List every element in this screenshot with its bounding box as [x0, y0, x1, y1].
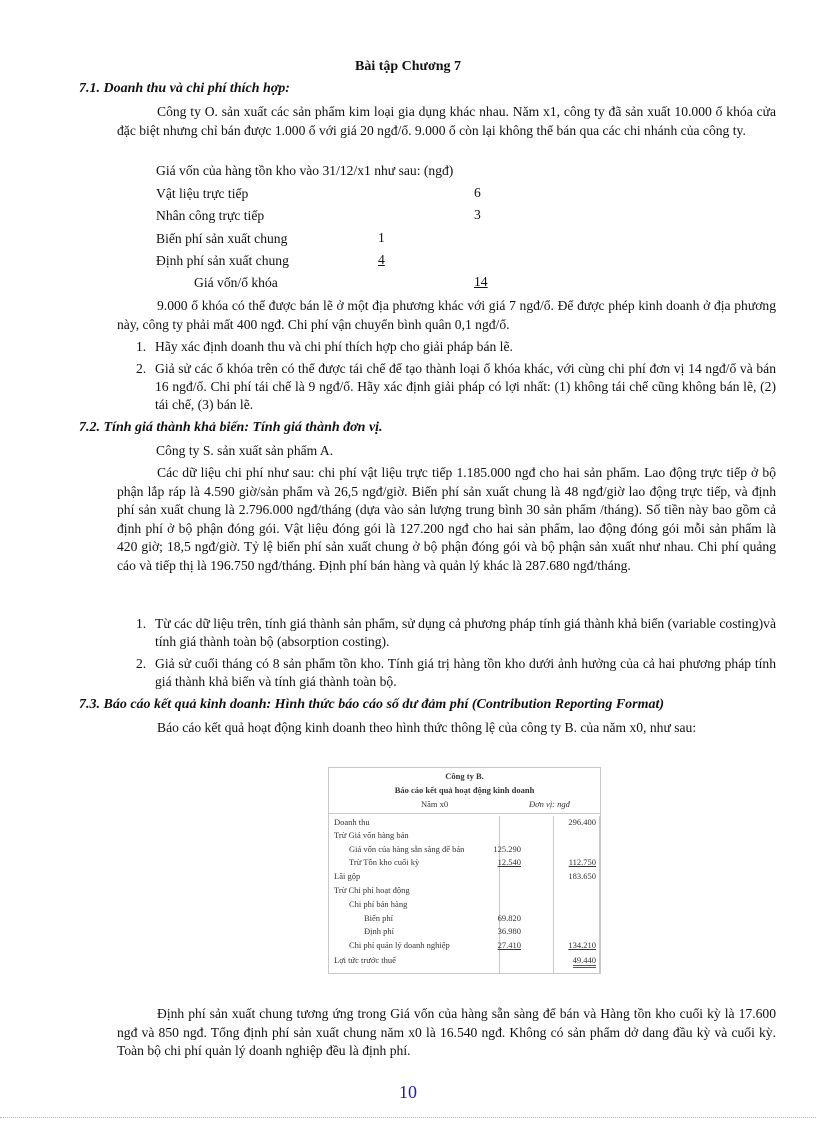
table-row: Doanh thu 296.400 — [334, 817, 596, 827]
report-year: Năm x0 — [421, 799, 449, 809]
table-row: Trừ Chi phí hoạt động — [334, 885, 410, 895]
section-7-1-heading: 7.1. Doanh thu và chi phí thích hợp: — [79, 81, 290, 96]
income-statement-table — [328, 767, 601, 974]
section-7-2-questions — [133, 615, 776, 695]
list-item: 2. Giả sử các ổ khóa trên có thể được tái chế để tạo thành loại ổ khóa khác, với cùng chi phí đơn vị 14 ngđ/ổ và bán 16 ngđ/ổ. Chi phí tái chế là 9 ngđ/ổ. Hãy xác định giải pháp có lợi nhất: (1) không tái chế cũng không bán lẽ, (2) tái chế, (3) bán lẽ. — [136, 361, 776, 412]
cost-label-fixed-overhead: Định phí sản xuất chung — [156, 253, 289, 268]
cost-intro: Giá vốn của hàng tồn kho vào 31/12/x1 như sau: (ngđ) — [156, 163, 454, 178]
table-row: Định phí 36.980 — [364, 926, 521, 936]
list-item: 1. Từ các dữ liệu trên, tính giá thành sản phẩm, sử dụng cả phương pháp tính giá thành khả biến (variable costing)và tính giá thành toàn bộ (absorption costing). — [136, 616, 776, 649]
list-item: 2. Giả sử cuối tháng có 8 sản phẩm tồn kho. Tính giá trị hàng tồn kho dưới ảnh hưởng của cả hai phương pháp tính giá thành khả biến và tính giá thành toàn bộ. — [136, 656, 776, 689]
cost-label-direct-labor: Nhân công trực tiếp — [156, 208, 265, 223]
cost-value-direct-labor: 3 — [474, 207, 481, 222]
page-title: Bài tập Chương 7 — [354, 59, 461, 74]
section-7-3-heading: 7.3. Báo cáo kết quả kinh doanh: Hình thức báo cáo số dư đảm phí (Contribution Reporting Format) — [79, 697, 665, 712]
table-row: Giá vốn của hàng sẵn sàng để bán 125.290 — [349, 844, 521, 854]
table-row: Trừ Tồn kho cuối kỳ 12.540 112.750 — [349, 857, 596, 867]
table-row: Chi phí quản lý doanh nghiệp 27.410 134.210 — [349, 940, 596, 950]
section-7-3-intro: Báo cáo kết quả hoạt động kinh doanh theo hình thức thông lệ của công ty B. của năm x0, như sau: — [157, 720, 697, 735]
report-company: Công ty B. — [445, 771, 484, 781]
cost-value-direct-material: 6 — [474, 185, 481, 200]
table-row: Biến phí 69.820 — [364, 913, 521, 923]
report-unit: Đơn vị: ngđ — [529, 799, 570, 809]
unit-cost-value: 14 — [474, 274, 488, 289]
section-7-2-cost-data: Các dữ liệu chi phí như sau: chi phí vật liệu trực tiếp 1.185.000 ngđ cho hai sản phẩm. Lao động trực tiếp ở bộ phận lắp ráp là 4.590 giờ/sản phẩm và 26,5 ngđ/giờ. Biến phí sản xuất chung là 48 ngđ/giờ lao động trực tiếp, và định phí sản xuất chung là 2.796.000 ngđ/tháng (dựa vào sản lượng trung bình 30 sản phẩm /tháng). Số tiền này bao gồm cả định phí ở bộ phận đóng gói. Vật liệu đóng gói là 127.200 ngđ cho hai sản phẩm, lao động đóng gói mỗi sản phẩm là 420 giờ; 18,5 ngđ/giờ. Tỷ lệ biến phí sản xuất chung ở bộ phận đóng gói và bộ phận sản xuất như nhau. Chi phí quảng cáo và tiếp thị là 196.750 ngđ/tháng. Định phí bán hàng và quản lý khác là 287.680 ngđ/tháng. — [117, 465, 776, 573]
unit-cost-label: Giá vốn/ổ khóa — [194, 275, 278, 290]
footer-divider — [0, 1117, 816, 1118]
section-7-2-intro: Công ty S. sản xuất sản phẩm A. — [156, 443, 334, 458]
section-7-3-notes: Định phí sản xuất chung tương ứng trong Giá vốn của hàng sẵn sàng để bán và Hàng tồn kho cuối kỳ là 17.600 ngđ và 850 ngđ. Tổng định phí sản xuất chung năm x0 là 16.540 ngđ. Không có sản phẩm dở dang đầu kỳ và cuối kỳ. Toàn bộ chi phí quản lý doanh nghiệp đều là định phí. — [117, 1006, 776, 1058]
table-row: Lợi tức trước thuế 49.440 — [329, 955, 600, 967]
cost-label-variable-overhead: Biến phí sản xuất chung — [156, 231, 288, 246]
table-row: Lãi gộp 183.650 — [334, 871, 596, 881]
list-item: 1. Hãy xác định doanh thu và chi phí thích hợp cho giải pháp bán lẽ. — [136, 339, 513, 354]
cost-label-direct-material: Vật liệu trực tiếp — [156, 186, 249, 201]
page-number: 10 — [399, 1082, 417, 1102]
section-7-1-intro: Công ty O. sản xuất các sản phẩm kim loại gia dụng khác nhau. Năm x1, công ty đã sản xuất 10.000 ổ khóa cửa đặc biệt nhưng chỉ bán được 1.000 ổ với giá 20 ngđ/ổ. 9.000 ổ còn lại không thể bán qua các chi nhánh của công ty. — [117, 104, 776, 138]
report-title: Báo cáo kết quả hoạt động kinh doanh — [394, 785, 535, 795]
table-row: Chi phí bán hàng — [349, 899, 408, 909]
section-7-1-retail-option: 9.000 ổ khóa có thể được bán lẽ ở một địa phương khác với giá 7 ngđ/ổ. Để được phép kinh doanh ở địa phương này, công ty phải mất 400 ngđ. Chi phí vận chuyển bình quân 0,1 ngđ/ổ. — [117, 298, 776, 332]
table-row: Trừ Giá vốn hàng bán — [334, 830, 409, 840]
report-header-divider — [329, 813, 600, 814]
section-7-1-questions — [133, 338, 776, 418]
section-7-2-heading: 7.2. Tính giá thành khả biến: Tính giá thành đơn vị. — [79, 420, 383, 435]
cost-value-variable-overhead: 1 — [378, 230, 385, 245]
cost-value-fixed-overhead: 4 — [378, 252, 385, 267]
